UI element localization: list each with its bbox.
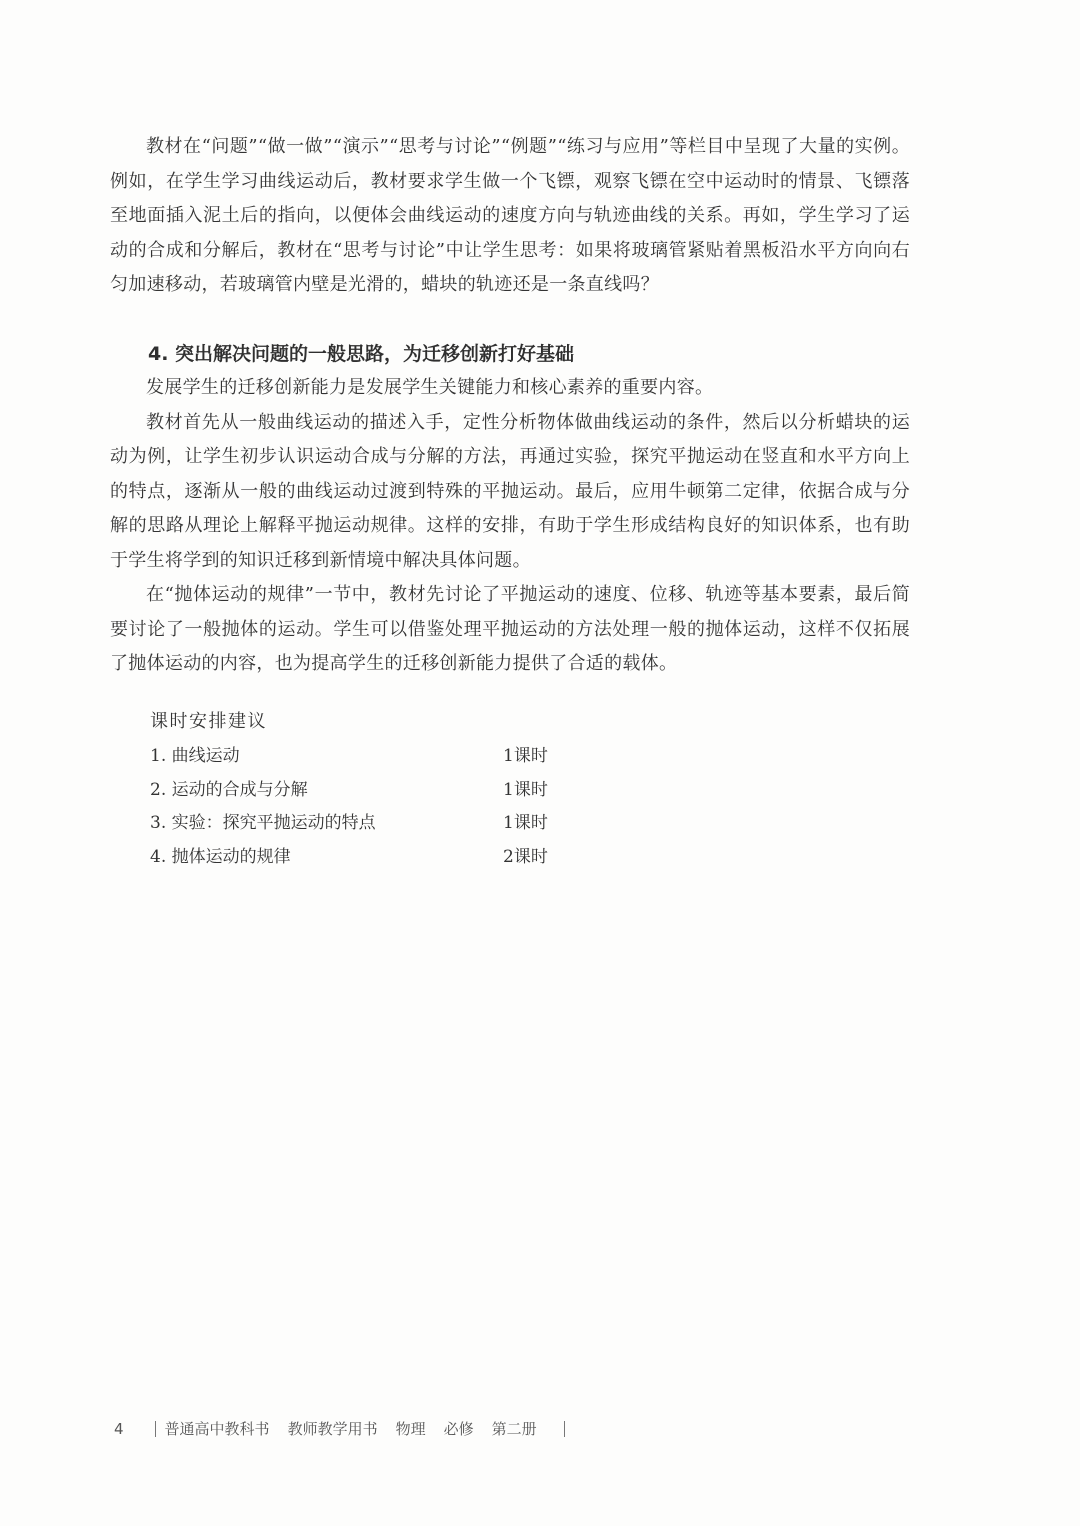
schedule-item-hours: 1课时 <box>503 813 548 833</box>
footer-divider <box>564 1421 565 1437</box>
section-4-heading: 4. 突出解决问题的一般思路，为迁移创新打好基础 <box>148 343 575 365</box>
section-4-paragraph-3: 在“抛体运动的规律”一节中，教材先讨论了平抛运动的速度、位移、轨迹等基本要素，最后简要讨论了一般抛体的运动。学生可以借鉴处理平抛运动的方法处理一般的抛体运动，这样不仅拓展了抛体运动的内容，也为提高学生的迁移创新能力提供了合适的载体。 <box>110 584 910 674</box>
schedule-item-hours: 2课时 <box>503 846 548 867</box>
paragraph-examples: 教材在“问题”“做一做”“演示”“思考与讨论”“例题”“练习与应用”等栏目中呈现了大量的实例。例如，在学生学习曲线运动后，教材要求学生做一个飞镖，观察飞镖在空中运动时的情景、飞镖落至地面插入泥土后的指向，以便体会曲线运动的速度方向与轨迹曲线的关系。再如，学生学习了运动的合成和分解后，教材在“思考与讨论”中让学生思考：如果将玻璃管紧贴着黑板沿水平方向向右匀加速移动，若玻璃管内壁是光滑的，蜡块的轨迹还是一条直线吗？ <box>110 136 910 295</box>
footer-volume: 第二册 <box>491 1420 537 1438</box>
footer-divider <box>155 1421 156 1437</box>
lesson-schedule <box>150 706 610 874</box>
schedule-title: 课时安排建议 <box>150 711 267 732</box>
footer-book-series: 普通高中教科书 <box>164 1420 270 1438</box>
schedule-item-name: 2. 运动的合成与分解 <box>150 779 308 800</box>
page-number: 4 <box>114 1419 124 1438</box>
footer-book-type: 教师教学用书 <box>287 1420 378 1438</box>
schedule-row <box>150 807 610 841</box>
schedule-row <box>150 841 610 875</box>
schedule-row <box>150 774 610 808</box>
intro-paragraph-block <box>110 130 910 303</box>
footer-course-type: 必修 <box>443 1420 474 1438</box>
schedule-item-hours: 1课时 <box>503 746 548 766</box>
schedule-item-name: 4. 抛体运动的规律 <box>150 846 291 867</box>
section-4 <box>110 337 910 682</box>
page-footer <box>114 1418 574 1439</box>
section-4-paragraph-2: 教材首先从一般曲线运动的描述入手，定性分析物体做曲线运动的条件，然后以分析蜡块的运动为例，让学生初步认识运动合成与分解的方法，再通过实验，探究平抛运动在竖直和水平方向上的特点，逐渐从一般的曲线运动过渡到特殊的平抛运动。最后，应用牛顿第二定律，依据合成与分解的思路从理论上解释平抛运动规律。这样的安排，有助于学生形成结构良好的知识体系，也有助于学生将学到的知识迁移到新情境中解决具体问题。 <box>110 411 910 571</box>
schedule-item-hours: 1课时 <box>503 779 548 800</box>
schedule-item-name: 3. 实验：探究平抛运动的特点 <box>150 813 376 833</box>
schedule-item-name: 1. 曲线运动 <box>150 746 240 766</box>
section-4-paragraph-1: 发展学生的迁移创新能力是发展学生关键能力和核心素养的重要内容。 <box>146 377 714 398</box>
footer-subject: 物理 <box>395 1420 426 1438</box>
schedule-row <box>150 740 610 774</box>
